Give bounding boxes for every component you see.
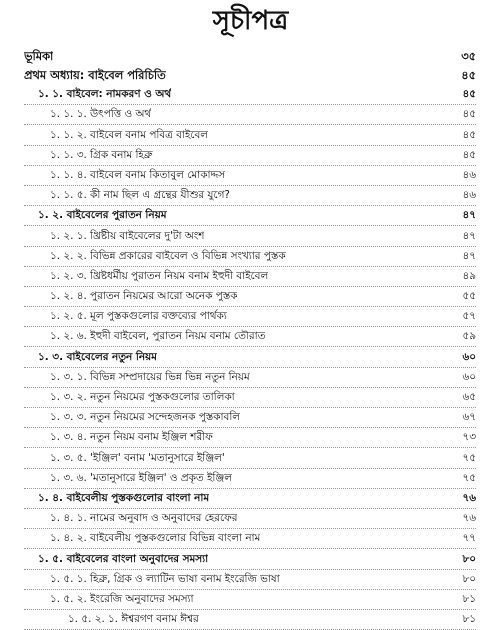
toc-entry-page: ৬০ xyxy=(462,350,476,363)
table-of-contents xyxy=(24,46,476,630)
toc-entry-label: ১. ১. ৩. গ্রিক বনাম হিব্রু xyxy=(50,148,153,161)
toc-entry-page: ৪৬ xyxy=(462,168,476,181)
toc-entry-page: ৬৭ xyxy=(462,411,476,424)
toc-entry-page: ৭৬ xyxy=(462,491,476,504)
toc-entry xyxy=(24,368,476,388)
toc-entry-label: ১. ৩. ৩. নতুন নিয়মের সন্দেহজনক পুস্তকাবলি xyxy=(50,411,241,424)
toc-entry xyxy=(24,570,476,590)
toc-entry xyxy=(24,509,476,529)
toc-entry xyxy=(24,125,476,145)
toc-entry-label: ১. ১. ৪. বাইবেল বনাম কিতাবুল মোকাদ্দস xyxy=(50,168,226,181)
toc-entry-label: ১. ৩. বাইবেলের নতুন নিয়ম xyxy=(38,350,157,363)
toc-entry-page: ৪৭ xyxy=(462,249,476,262)
toc-entry xyxy=(24,408,476,428)
toc-entry xyxy=(24,206,476,226)
toc-entry-page: ৫৫ xyxy=(462,290,476,303)
toc-entry-page: ৪৫ xyxy=(462,88,476,101)
toc-entry-label: ১. ৫. বাইবেলের বাংলা অনুবাদের সমস্যা xyxy=(38,552,209,565)
toc-entry-label: প্রথম অধ্যায়: বাইবেল পরিচিতি xyxy=(24,68,166,82)
toc-entry-label: ভূমিকা xyxy=(24,48,54,63)
toc-entry-label: ১. ২. ৪. পুরাতন নিয়মের আরো অনেক পুস্তক xyxy=(50,290,238,303)
toc-entry-page: ৪৭ xyxy=(462,209,476,222)
toc-entry-page: ৭৭ xyxy=(462,532,476,545)
next-entry-cutoff xyxy=(90,590,420,598)
toc-entry-page: ৭৫ xyxy=(462,471,476,484)
toc-entry xyxy=(24,489,476,509)
toc-entry-label: ১. ১. ৫. কী নাম ছিল এ গ্রন্থের যীশুর যুগে? xyxy=(50,189,230,202)
toc-entry xyxy=(24,469,476,489)
toc-entry-label: ১. ৩. ৪. নতুন নিয়ম বনাম ইঞ্জিল শরীফ xyxy=(50,431,213,444)
toc-entry xyxy=(24,327,476,347)
toc-entry xyxy=(24,146,476,166)
toc-entry xyxy=(24,267,476,287)
toc-entry-page: ৪৯ xyxy=(462,269,476,282)
toc-entry-label: ১. ৫. ২. ১. ঈশ্বরগণ বনাম ঈশ্বর xyxy=(68,613,199,626)
toc-entry-page: ৪৫ xyxy=(462,108,476,121)
page-title: সূচীপত্র xyxy=(212,6,289,36)
toc-entry-page: ৭৩ xyxy=(462,431,476,444)
toc-entry xyxy=(24,428,476,448)
toc-entry-page: ৮১ xyxy=(462,613,476,626)
toc-entry-label: ১. ১. ২. বাইবেল বনাম পবিত্র বাইবেল xyxy=(50,128,208,141)
toc-entry xyxy=(24,448,476,468)
toc-entry-label: ১. ৩. ২. নতুন নিয়মের পুস্তকগুলোর তালিকা xyxy=(50,391,235,403)
toc-entry-label: ১. ১. ১. উৎপত্তি ও অর্থ xyxy=(50,108,152,121)
toc-entry-label: ১. ৪. বাইবেলীয় পুস্তকগুলোর বাংলা নাম xyxy=(38,491,210,504)
toc-entry-page: ৪৬ xyxy=(462,189,476,202)
toc-entry-label: ১. ১. বাইবেল: নামকরণ ও অর্থ xyxy=(38,88,172,101)
toc-entry-page: ৩৫ xyxy=(461,48,476,63)
toc-entry xyxy=(24,46,476,66)
toc-entry-page: ৮০ xyxy=(462,552,476,565)
toc-entry xyxy=(24,529,476,549)
toc-entry-label: ১. ২. ১. খ্রিষ্টীয় বাইবেলের দু'টা অংশ xyxy=(50,229,205,242)
toc-entry-label: ১. ২. বাইবেলের পুরাতন নিয়ম xyxy=(38,209,167,222)
toc-entry-page: ৮০ xyxy=(462,572,476,585)
toc-entry-label: ১. ২. ৫. মূল পুস্তকগুলোর বক্তব্যের পার্থক্য xyxy=(50,310,227,323)
toc-entry xyxy=(24,247,476,267)
toc-entry-label: ১. ৩. ৬. 'মতানুসারে ইঞ্জিল' ও প্রকৃত ইঞ্জিল xyxy=(50,471,233,484)
toc-entry xyxy=(24,166,476,186)
toc-entry-label: ১. ৫. ১. হিব্রু, গ্রিক ও ল্যাটিন ভাষা বনাম ইংরেজি ভাষা xyxy=(50,572,280,585)
toc-entry-label: ১. ৪. ২. বাইবেলীয় পুস্তকগুলোর বিভিন্ন বাংলা নাম xyxy=(50,532,261,545)
toc-entry xyxy=(24,388,476,408)
toc-entry xyxy=(24,549,476,569)
toc-entry-page: ৪৫ xyxy=(462,148,476,161)
toc-entry-page: ৬০ xyxy=(462,370,476,383)
toc-entry xyxy=(24,347,476,367)
toc-entry-page: ৪৫ xyxy=(461,68,476,82)
toc-entry-label: ১. ৩. ৫. 'ইঞ্জিল' বনাম 'মতানুসারে ইঞ্জিল' xyxy=(50,451,225,464)
toc-entry-label: ১. ২. ৬. ইহুদী বাইবেল, পুরাতন নিয়ম বনাম তৌরাত xyxy=(50,330,266,343)
toc-entry-label: ১. ২. ২. বিভিন্ন প্রকারের বাইবেল ও বিভিন্ন সংখ্যার পুস্তক xyxy=(50,249,286,262)
toc-entry-page: ৫৭ xyxy=(462,310,476,323)
toc-entry xyxy=(24,287,476,307)
toc-entry xyxy=(24,226,476,246)
toc-entry-page: ৪৫ xyxy=(462,128,476,141)
toc-entry-page: ৫৯ xyxy=(462,330,476,343)
toc-entry-page: ৮১ xyxy=(462,592,476,605)
toc-entry-page: ৭৫ xyxy=(462,451,476,464)
toc-entry-label: ১. ২. ৩. খ্রিষ্টধর্মীয় পুরাতন নিয়ম বনাম ইহুদী বাইবেল xyxy=(50,269,269,282)
toc-entry xyxy=(24,186,476,206)
toc-entry-label: ১. ৪. ১. নামের অনুবাদ ও অনুবাদের হেরফের xyxy=(50,512,238,525)
toc-entry-page: ৬৫ xyxy=(462,391,476,403)
toc-entry-label: ১. ৫. ২. ইংরেজি অনুবাদের সমস্যা xyxy=(50,592,194,605)
toc-entry xyxy=(24,307,476,327)
toc-entry-label: ১. ৩. ১. বিভিন্ন সম্প্রদায়ের ভিন্ন ভিন্ন নতুন নিয়ম xyxy=(50,370,250,383)
toc-entry xyxy=(24,85,476,105)
toc-entry xyxy=(24,610,476,630)
toc-entry-page: ৭৬ xyxy=(462,512,476,525)
toc-entry-page: ৪৭ xyxy=(462,229,476,242)
toc-entry xyxy=(24,66,476,86)
toc-entry xyxy=(24,105,476,125)
